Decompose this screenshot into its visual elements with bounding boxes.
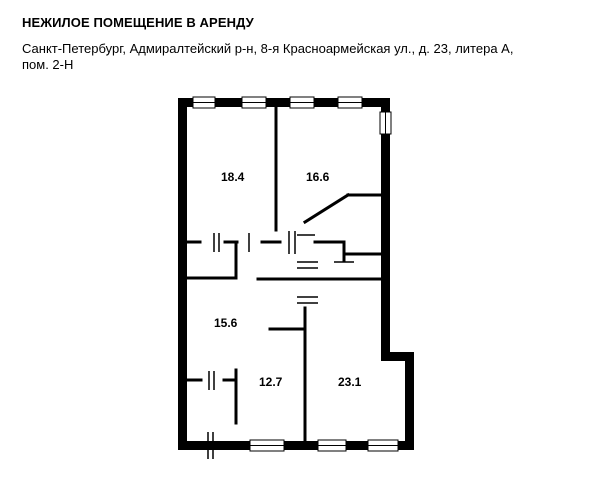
door-room5	[297, 297, 318, 303]
window-top-2	[242, 97, 266, 108]
door-room1	[214, 233, 219, 252]
room-1-area: 18.4	[221, 170, 245, 184]
door-entry	[209, 371, 214, 390]
interior-walls	[187, 107, 381, 441]
window-right	[380, 112, 391, 134]
door-room2	[289, 231, 315, 254]
address-line-1: Санкт-Петербург, Адмиралтейский р-н, 8-я Красноармейская ул., д. 23, литера А,	[22, 41, 514, 56]
wall-left	[178, 98, 187, 450]
window-bottom-3	[368, 440, 398, 451]
room-2-area: 16.6	[306, 170, 330, 184]
windows	[193, 97, 398, 451]
window-top-4	[338, 97, 362, 108]
room-4-area: 12.7	[259, 375, 283, 389]
wall-right-lower	[405, 352, 414, 450]
room-3-area: 15.6	[214, 316, 238, 330]
window-top-3	[290, 97, 314, 108]
window-bottom-1	[250, 440, 284, 451]
outer-walls	[178, 98, 414, 450]
page-title: НЕЖИЛОЕ ПОМЕЩЕНИЕ В АРЕНДУ	[22, 15, 254, 30]
doors	[208, 231, 354, 459]
room-5-area: 23.1	[338, 375, 362, 389]
wall-right-upper	[381, 98, 390, 356]
window-bottom-2	[318, 440, 346, 451]
wall-room2-diagonal	[305, 195, 348, 222]
door-corridor-center	[297, 262, 318, 268]
window-top-1	[193, 97, 215, 108]
address-line-2: пом. 2-Н	[22, 57, 74, 72]
